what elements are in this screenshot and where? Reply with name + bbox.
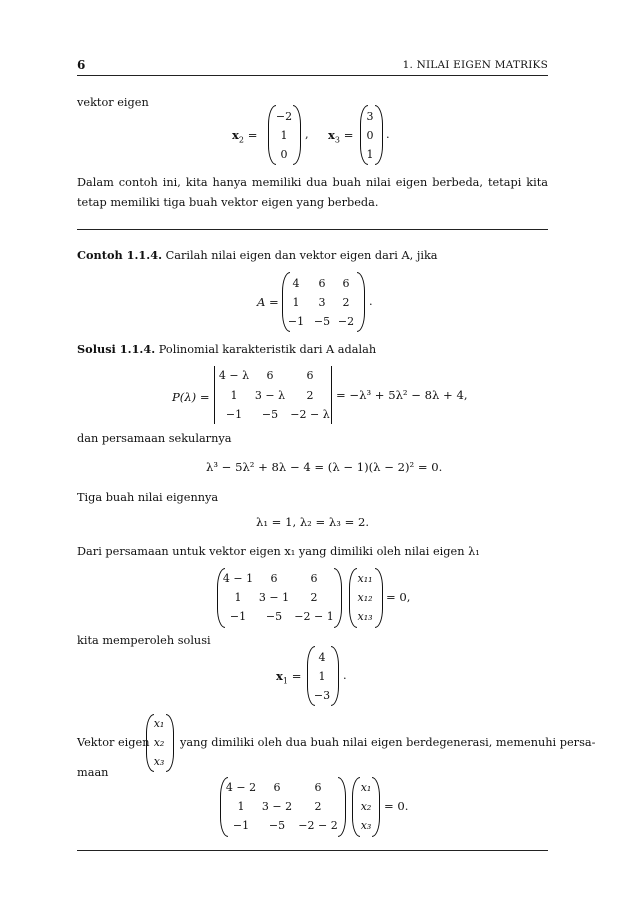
sys2-cell: −2 − 2 [298,819,338,832]
x3-label: $x_3$ = [328,128,354,145]
intro-label: vektor eigen [77,96,149,109]
sys2-cell: 1 [237,800,245,813]
matrix-a-end: . [369,295,373,308]
sys1-vec-cell: x₁₁ [357,572,373,585]
x2-right-paren [293,105,301,165]
sys1-cell: 6 [270,572,278,585]
det-right-bar [331,366,332,424]
x3-value: 0 [366,129,374,142]
x1-right-paren [331,646,339,706]
sys2-cell: 2 [314,800,322,813]
sys1-cell: −2 − 1 [294,610,334,623]
vec-cell: x₁ [153,717,165,730]
sys2-result: = 0. [384,799,409,813]
vector-suffix: yang dimiliki oleh dua buah nilai eigen berdegenerasi, memenuhi persa- [180,736,596,749]
det-cell: −1 [225,408,243,421]
matrix-a-cell: −5 [313,315,331,328]
sys2-cell: −5 [268,819,286,832]
page-number: 6 [77,58,86,72]
sys1-right-paren [334,568,342,628]
secular-equation: λ³ − 5λ² + 8λ − 4 = (λ − 1)(λ − 2)² = 0. [206,460,443,474]
sys1-result: = 0, [386,590,411,604]
matrix-a-cell: −2 [337,315,355,328]
det-cell: 6 [306,369,314,382]
x1-value: 1 [318,670,326,683]
lambda1-text: Dari persamaan untuk vektor eigen x₁ yang dimiliki oleh nilai eigen λ₁ [77,545,480,558]
x2-value: 0 [280,148,288,161]
sys2-vec-cell: x₃ [360,819,372,832]
sys2-vec-cell: x₂ [360,800,372,813]
x1-value: −3 [313,689,331,702]
sys2-vec-right-paren [372,777,380,837]
det-result: = −λ³ + 5λ² − 8λ + 4, [336,388,468,402]
matrix-a-cell: 6 [318,277,326,290]
matrix-a-cell: 3 [318,296,326,309]
sys1-cell: −5 [265,610,283,623]
det-cell: 2 [306,389,314,402]
det-cell: −5 [261,408,279,421]
example-heading [77,248,438,262]
x3-value: 1 [366,148,374,161]
det-cell: 6 [266,369,274,382]
x3-right-paren [375,105,383,165]
sys1-vec-cell: x₁₃ [357,610,373,623]
vec-cell: x₂ [153,736,165,749]
sys1-cell: −1 [229,610,247,623]
matrix-a-cell: 6 [342,277,350,290]
sys1-vec-cell: x₁₂ [357,591,373,604]
det-left-bar [214,366,215,424]
matrix-a-cell: 1 [292,296,300,309]
chapter-title: 1. NILAI EIGEN MATRIKS [402,59,548,71]
matrix-a-label: A = [257,295,279,309]
header-rule [77,75,548,76]
sys1-cell: 2 [310,591,318,604]
det-cell: 3 − λ [254,389,286,402]
sys2-vec-cell: x₁ [360,781,372,794]
sys2-right-paren [338,777,346,837]
sys1-vec-right-paren [375,568,383,628]
example-title: Contoh 1.1.4. [77,248,163,262]
x2-value: −2 [275,110,293,123]
x1-end: . [343,669,347,682]
det-cell: 4 − λ [218,369,250,382]
sys2-cell: −1 [232,819,250,832]
vec-right-paren [166,714,174,772]
x1-label: $x_1$ = [276,669,302,686]
sys1-cell: 1 [234,591,242,604]
x1-value: 4 [318,651,326,664]
x3-period: . [386,128,390,141]
vector-prefix: Vektor eigen [77,736,150,749]
solution-text: Polinomial karakteristik dari A adalah [158,343,377,356]
section-rule-top [77,229,548,230]
sys2-cell: 6 [314,781,322,794]
x2-value: 1 [280,129,288,142]
x2-label: $x_2$ = [232,128,258,145]
sys1-cell: 6 [310,572,318,585]
matrix-a-cell: −1 [287,315,305,328]
solution-heading [77,342,376,356]
eigen-text: Tiga buah nilai eigennya [77,491,219,504]
matrix-a-right-paren [357,272,365,332]
solution-obtain-text: kita memperoleh solusi [77,634,211,647]
vec-cell: x₃ [153,755,165,768]
det-cell: 1 [230,389,238,402]
sys2-cell: 6 [273,781,281,794]
secular-text: dan persamaan sekularnya [77,432,232,445]
sys2-cell: 4 − 2 [225,781,257,794]
eigen-values: λ₁ = 1, λ₂ = λ₃ = 2. [256,515,370,529]
det-cell: −2 − λ [290,408,330,421]
solution-title: Solusi 1.1.4. [77,342,156,356]
matrix-a-cell: 4 [292,277,300,290]
sys1-cell: 3 − 1 [258,591,290,604]
matrix-a-cell: 2 [342,296,350,309]
x2-comma: , [305,128,309,141]
p-lambda-label: P(λ) = [172,390,210,404]
sys2-cell: 3 − 2 [261,800,293,813]
paragraph-degenerate: Dalam contoh ini, kita hanya memiliki dua buah nilai eigen berbeda, tetapi kita tetap memiliki tiga buah vektor eigen yang berbeda. [77,176,548,209]
x3-value: 3 [366,110,374,123]
example-text: Carilah nilai eigen dan vektor eigen dari A, jika [165,249,438,262]
vector-suffix-2: maan [77,766,109,779]
section-rule-bottom [77,850,548,851]
sys1-cell: 4 − 1 [222,572,254,585]
